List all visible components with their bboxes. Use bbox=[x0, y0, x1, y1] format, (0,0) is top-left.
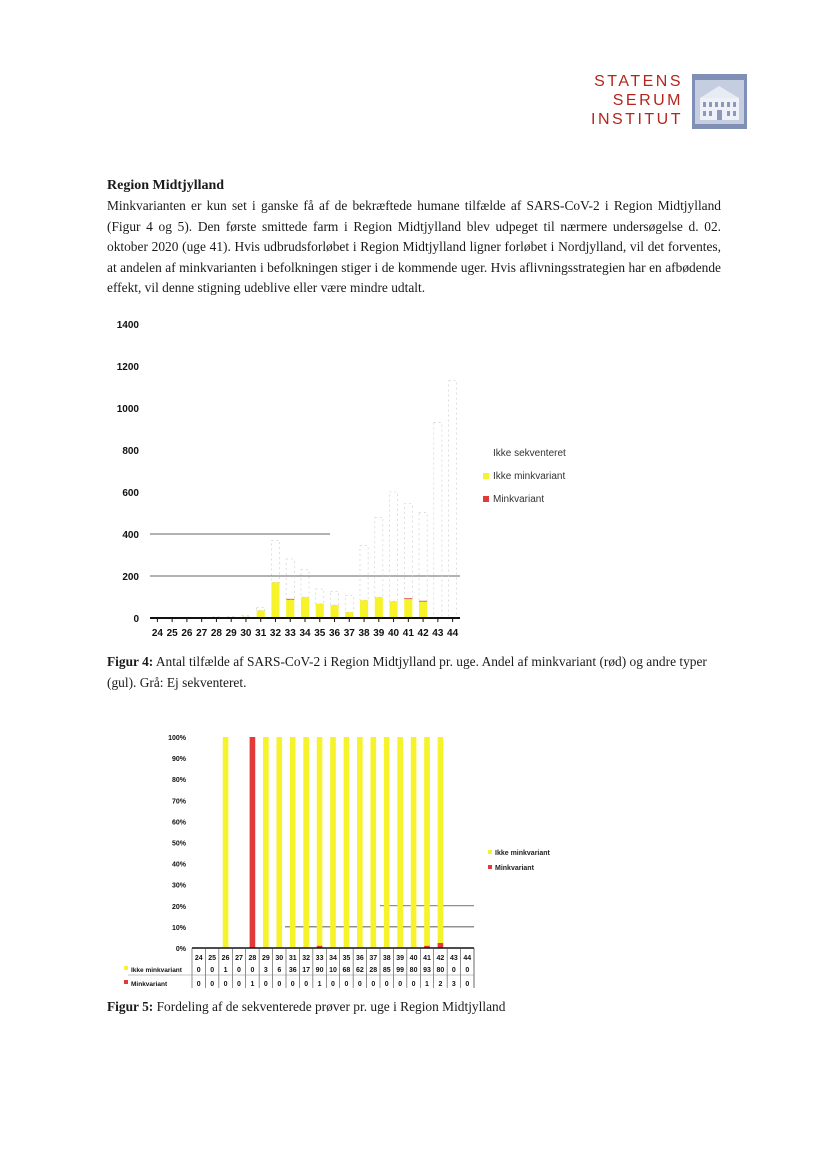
fig4-xtick-label: 42 bbox=[417, 628, 429, 639]
fig4-xtick-label: 26 bbox=[181, 628, 193, 639]
fig5-bar-ikke-minkvariant bbox=[263, 737, 269, 948]
fig4-bar-ikke-minkvariant bbox=[419, 601, 427, 618]
fig5-table-cell: 0 bbox=[331, 981, 335, 988]
fig4-bar-ikke-minkvariant bbox=[227, 617, 235, 618]
fig5-table-cell: 1 bbox=[223, 967, 228, 974]
fig5-table-cell: 36 bbox=[288, 967, 297, 974]
fig5-table-header: 33 bbox=[315, 955, 324, 962]
fig5-table-cell: 0 bbox=[411, 981, 416, 988]
fig4-bar-ikke-sekventeret bbox=[153, 618, 161, 619]
fig4-bar-ikke-minkvariant bbox=[271, 582, 279, 618]
logo-line-3: INSTITUT bbox=[591, 111, 683, 128]
fig4-xtick-label: 38 bbox=[358, 628, 370, 639]
fig5-table-cell: 80 bbox=[409, 967, 418, 974]
fig4-legend-swatch bbox=[483, 473, 489, 479]
fig4-bar-minkvariant bbox=[404, 598, 412, 599]
fig4-xtick-label: 40 bbox=[388, 628, 400, 639]
fig4-bar-ikke-sekventeret bbox=[449, 381, 457, 618]
fig4-bar-ikke-minkvariant bbox=[390, 601, 398, 618]
fig4-bar-ikke-sekventeret bbox=[257, 607, 265, 610]
fig5-table-header: 31 bbox=[288, 955, 297, 962]
section-paragraph: Minkvarianten er kun set i ganske få af de bekræftede humane tilfælde af SARS-CoV-2 i Region Midtjylland (Figur 4 og 5). Den første smittede farm i Region Midtjylland blev udpeget til nærmere undersøgelse d. 02. oktober 2020 (uge 41). Hvis udbrudsforløbet i Region Midtjylland ligner forløbet i Nordjylland, vil det forventes, at andelen af minkvarianten i befolkningen stiger i de kommende uger. Hvis aflivningsstrategien har en afbødende effekt, vil denne stigning udeblive eller være mindre udtalt. bbox=[107, 198, 721, 296]
fig5-table-header: 43 bbox=[449, 955, 458, 962]
fig5-table-cell: 0 bbox=[237, 967, 241, 974]
fig4-xtick-label: 31 bbox=[255, 628, 267, 639]
fig4-xtick-label: 43 bbox=[432, 628, 444, 639]
fig5-bar-ikke-minkvariant bbox=[276, 737, 282, 948]
fig5-table-cell: 3 bbox=[263, 967, 268, 974]
fig5-table-cell: 6 bbox=[277, 967, 282, 974]
fig5-ytick-label: 50% bbox=[171, 840, 186, 848]
fig4-xtick-label: 24 bbox=[151, 628, 163, 639]
fig5-table-header: 28 bbox=[248, 955, 257, 962]
fig4-bar-ikke-minkvariant bbox=[301, 597, 309, 618]
fig5-bar-ikke-minkvariant bbox=[370, 737, 376, 948]
fig4-bar-ikke-sekventeret bbox=[375, 517, 383, 597]
fig4-bar-ikke-sekventeret bbox=[212, 617, 220, 618]
fig5-table-cell: 0 bbox=[250, 967, 255, 974]
fig5-table-header: 32 bbox=[302, 955, 311, 962]
fig4-bar-ikke-minkvariant bbox=[345, 612, 353, 618]
fig5-legend-swatch bbox=[488, 850, 492, 854]
fig5-table-cell: 0 bbox=[304, 981, 309, 988]
logo-line-2: SERUM bbox=[612, 92, 683, 109]
fig4-bar-ikke-sekventeret bbox=[330, 591, 338, 605]
fig5-ytick-label: 30% bbox=[171, 882, 186, 890]
fig5-ytick-label: 100% bbox=[168, 735, 186, 742]
fig5-table-row-label: Minkvariant bbox=[131, 981, 168, 988]
building-logo-icon bbox=[692, 74, 747, 129]
fig5-ytick-label: 10% bbox=[171, 924, 186, 932]
fig4-xtick-label: 28 bbox=[210, 628, 222, 639]
fig4-bar-ikke-sekventeret bbox=[419, 513, 427, 601]
fig5-table-cell: 80 bbox=[436, 967, 445, 974]
fig4-bar-ikke-minkvariant bbox=[404, 598, 412, 618]
fig5-table-header: 44 bbox=[463, 955, 472, 962]
fig5-bar-ikke-minkvariant bbox=[303, 737, 309, 948]
figure5-caption-text: Fordeling af de sekventerede prøver pr. uge i Region Midtjylland bbox=[153, 999, 506, 1014]
fig4-bar-ikke-minkvariant bbox=[316, 604, 324, 618]
figure4-caption-text: Antal tilfælde af SARS-CoV-2 i Region Midtjylland pr. uge. Andel af minkvariant (rød) og andre typer (gul). Grå: Ej sekventeret. bbox=[107, 654, 707, 690]
fig4-legend-swatch bbox=[483, 496, 489, 502]
fig5-bar-ikke-minkvariant bbox=[330, 737, 336, 948]
fig5-bar-minkvariant bbox=[250, 737, 256, 948]
fig5-table-cell: 1 bbox=[250, 981, 255, 988]
fig4-xtick-label: 35 bbox=[314, 628, 326, 639]
fig5-table-cell: 0 bbox=[398, 981, 403, 988]
fig5-table-cell: 0 bbox=[263, 981, 268, 988]
fig5-table-cell: 3 bbox=[451, 981, 456, 988]
fig5-bar-ikke-minkvariant bbox=[357, 737, 363, 948]
fig5-table-header: 41 bbox=[423, 955, 431, 962]
fig5-table-cell: 1 bbox=[317, 981, 322, 988]
fig4-bar-ikke-sekventeret bbox=[168, 618, 176, 619]
fig5-table-cell: 93 bbox=[423, 967, 431, 974]
fig5-table-cell: 10 bbox=[329, 967, 337, 974]
fig5-bar-minkvariant bbox=[438, 943, 444, 948]
fig4-bar-ikke-sekventeret bbox=[198, 618, 206, 619]
fig5-legend-label: Ikke minkvariant bbox=[495, 850, 550, 857]
fig4-ytick-label: 800 bbox=[122, 446, 139, 457]
fig4-bar-ikke-sekventeret bbox=[183, 617, 191, 618]
fig4-ytick-label: 0 bbox=[133, 614, 139, 625]
institute-logo-text bbox=[591, 72, 683, 129]
fig4-xtick-label: 30 bbox=[240, 628, 252, 639]
fig5-table-header: 38 bbox=[382, 955, 391, 962]
fig5-bar-ikke-minkvariant bbox=[317, 737, 323, 946]
fig5-bar-ikke-minkvariant bbox=[290, 737, 296, 948]
fig5-table-cell: 0 bbox=[465, 967, 470, 974]
fig5-table-header: 36 bbox=[355, 955, 364, 962]
fig4-bar-minkvariant bbox=[212, 618, 220, 619]
fig4-bar-ikke-minkvariant bbox=[360, 600, 368, 618]
fig4-xtick-label: 32 bbox=[269, 628, 282, 639]
fig5-bar-ikke-minkvariant bbox=[438, 737, 444, 943]
fig5-table-header: 25 bbox=[208, 955, 217, 962]
fig4-bar-ikke-sekventeret bbox=[360, 546, 368, 601]
fig5-table-cell: 0 bbox=[357, 981, 362, 988]
fig5-table-cell: 17 bbox=[302, 967, 311, 974]
fig5-table-header: 35 bbox=[342, 955, 351, 962]
fig4-bar-ikke-sekventeret bbox=[227, 617, 235, 618]
fig4-bar-ikke-minkvariant bbox=[330, 605, 338, 618]
fig5-bar-ikke-minkvariant bbox=[384, 737, 390, 948]
fig4-ytick-label: 200 bbox=[122, 572, 139, 583]
fig4-xtick-label: 29 bbox=[225, 628, 237, 639]
figure4-caption bbox=[107, 652, 721, 693]
fig5-table-cell: 28 bbox=[369, 967, 378, 974]
fig4-bar-ikke-sekventeret bbox=[286, 559, 294, 599]
fig4-xtick-label: 33 bbox=[284, 628, 296, 639]
fig5-table-cell: 0 bbox=[196, 967, 201, 974]
fig4-bar-ikke-sekventeret bbox=[345, 595, 353, 612]
fig4-bar-ikke-sekventeret bbox=[434, 423, 442, 618]
fig4-ytick-label: 400 bbox=[122, 530, 139, 541]
fig5-table-cell: 0 bbox=[290, 981, 295, 988]
fig5-table-cell: 0 bbox=[344, 981, 349, 988]
fig4-bar-ikke-minkvariant bbox=[257, 610, 265, 618]
fig4-bar-ikke-sekventeret bbox=[316, 589, 324, 604]
fig5-table-cell: 0 bbox=[277, 981, 282, 988]
fig5-table-header: 26 bbox=[221, 955, 230, 962]
fig5-bar-ikke-minkvariant bbox=[411, 737, 417, 948]
fig5-ytick-label: 0% bbox=[175, 946, 186, 953]
fig5-table-header: 40 bbox=[409, 955, 418, 962]
logo-line-1: STATENS bbox=[594, 73, 683, 90]
fig4-ytick-label: 1200 bbox=[116, 362, 139, 373]
fig4-legend-label: Minkvariant bbox=[493, 494, 545, 505]
fig5-legend-swatch bbox=[488, 865, 492, 869]
fig5-table-header: 27 bbox=[235, 955, 243, 962]
fig5-ytick-label: 90% bbox=[171, 756, 186, 764]
fig5-table-cell: 0 bbox=[465, 981, 470, 988]
fig4-xtick-label: 36 bbox=[328, 628, 341, 639]
fig5-table-cell: 1 bbox=[425, 981, 429, 988]
fig4-bar-ikke-sekventeret bbox=[271, 540, 279, 582]
fig4-bar-minkvariant bbox=[419, 601, 427, 602]
fig4-xtick-label: 41 bbox=[402, 628, 414, 639]
fig5-legend-label: Minkvariant bbox=[495, 865, 534, 872]
fig5-table-swatch bbox=[124, 966, 128, 970]
fig5-table-cell: 62 bbox=[355, 967, 364, 974]
fig5-ytick-label: 20% bbox=[171, 903, 186, 911]
fig4-legend-label: Ikke sekventeret bbox=[493, 448, 566, 459]
fig5-table-header: 30 bbox=[275, 955, 284, 962]
fig5-ytick-label: 80% bbox=[171, 777, 186, 785]
fig5-bar-ikke-minkvariant bbox=[223, 737, 229, 948]
fig4-bar-minkvariant bbox=[286, 599, 294, 600]
fig4-bar-ikke-minkvariant bbox=[242, 617, 250, 618]
fig4-bar-ikke-sekventeret bbox=[242, 615, 250, 616]
fig5-bar-ikke-minkvariant bbox=[344, 737, 350, 948]
fig5-table-header: 29 bbox=[261, 955, 270, 962]
fig4-ytick-label: 1400 bbox=[116, 320, 139, 331]
fig4-bar-ikke-minkvariant bbox=[286, 599, 294, 618]
fig5-table-header: 42 bbox=[436, 955, 445, 962]
fig4-xtick-label: 37 bbox=[343, 628, 355, 639]
fig4-bar-ikke-sekventeret bbox=[404, 504, 412, 599]
fig4-xtick-label: 39 bbox=[373, 628, 385, 639]
fig5-table-cell: 0 bbox=[223, 981, 228, 988]
fig5-bar-ikke-minkvariant bbox=[424, 737, 430, 946]
fig5-table-header: 37 bbox=[369, 955, 378, 962]
fig5-table-cell: 0 bbox=[384, 981, 389, 988]
fig5-table-cell: 0 bbox=[210, 967, 215, 974]
fig5-table-header: 39 bbox=[396, 955, 405, 962]
fig4-xtick-label: 27 bbox=[196, 628, 208, 639]
fig5-ytick-label: 60% bbox=[171, 819, 186, 827]
fig4-bar-ikke-minkvariant bbox=[183, 618, 191, 619]
fig4-bar-ikke-minkvariant bbox=[375, 597, 383, 618]
fig4-legend-label: Ikke minkvariant bbox=[493, 471, 566, 482]
fig5-table-header: 24 bbox=[194, 955, 203, 962]
fig5-table-swatch bbox=[124, 980, 128, 984]
fig5-bar-minkvariant bbox=[317, 946, 323, 948]
fig5-table-cell: 85 bbox=[382, 967, 391, 974]
fig4-bar-ikke-sekventeret bbox=[390, 492, 398, 601]
fig5-table-header: 34 bbox=[329, 955, 337, 962]
fig5-ytick-label: 70% bbox=[171, 798, 186, 806]
fig5-bar-ikke-minkvariant bbox=[397, 737, 403, 948]
fig5-table-cell: 0 bbox=[196, 981, 201, 988]
fig5-table-cell: 90 bbox=[315, 967, 324, 974]
fig5-ytick-label: 40% bbox=[171, 861, 186, 869]
figure4-caption-label: Figur 4: bbox=[107, 654, 154, 669]
section-title: Region Midtjylland bbox=[107, 178, 225, 193]
fig4-bar-ikke-sekventeret bbox=[301, 570, 309, 597]
fig5-bar-minkvariant bbox=[424, 946, 430, 948]
fig5-table-cell: 0 bbox=[237, 981, 241, 988]
fig5-table-cell: 0 bbox=[451, 967, 456, 974]
figure5-caption bbox=[107, 997, 721, 1018]
fig5-table-cell: 68 bbox=[342, 967, 351, 974]
fig4-ytick-label: 1000 bbox=[116, 404, 139, 415]
fig5-table-cell: 2 bbox=[438, 981, 443, 988]
fig5-table-cell: 0 bbox=[371, 981, 376, 988]
fig4-xtick-label: 34 bbox=[299, 628, 311, 639]
fig4-ytick-label: 600 bbox=[122, 488, 139, 499]
fig4-xtick-label: 25 bbox=[166, 628, 178, 639]
figure5-caption-label: Figur 5: bbox=[107, 999, 154, 1014]
fig5-table-cell: 0 bbox=[210, 981, 215, 988]
fig5-table-row-label: Ikke minkvariant bbox=[131, 967, 182, 974]
fig4-xtick-label: 44 bbox=[447, 628, 459, 639]
fig5-table-cell: 99 bbox=[396, 967, 405, 974]
